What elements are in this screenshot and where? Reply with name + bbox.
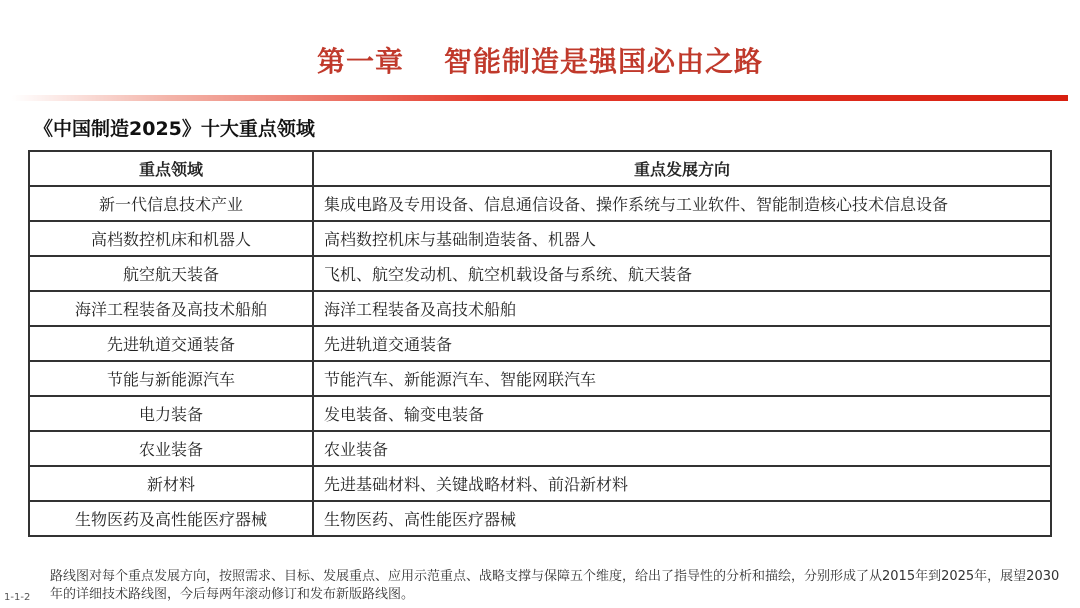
area-cell: 农业装备 <box>29 431 313 466</box>
table-row <box>29 501 1051 536</box>
direction-cell: 海洋工程装备及高技术船舶 <box>313 291 1051 326</box>
direction-cell: 发电装备、输变电装备 <box>313 396 1051 431</box>
chapter-heading: 智能制造是强国必由之路 <box>444 45 764 78</box>
direction-cell: 飞机、航空发动机、航空机载设备与系统、航天装备 <box>313 256 1051 291</box>
table-row <box>29 466 1051 501</box>
footnote: 路线图对每个重点发展方向，按照需求、目标、发展重点、应用示范重点、战略支撑与保障五个维度，给出了指导性的分析和描绘，分别形成了从2015年到2025年，展望2030年的详细技术路线图，今后每两年滚动修订和发布新版路线图。 <box>50 569 1060 602</box>
direction-cell: 先进基础材料、关键战略材料、前沿新材料 <box>313 466 1051 501</box>
chapter-label: 第一章 <box>316 45 404 78</box>
title-divider <box>12 95 1068 101</box>
area-cell: 节能与新能源汽车 <box>29 361 313 396</box>
table-row <box>29 361 1051 396</box>
table-row <box>29 291 1051 326</box>
table-row <box>29 326 1051 361</box>
direction-cell: 生物医药、高性能医疗器械 <box>313 501 1051 536</box>
direction-cell: 节能汽车、新能源汽车、智能网联汽车 <box>313 361 1051 396</box>
area-cell: 生物医药及高性能医疗器械 <box>29 501 313 536</box>
area-cell: 电力装备 <box>29 396 313 431</box>
table-header-row <box>29 151 1051 186</box>
header-area: 重点领域 <box>29 151 313 186</box>
area-cell: 海洋工程装备及高技术船舶 <box>29 291 313 326</box>
direction-cell: 农业装备 <box>313 431 1051 466</box>
header-direction: 重点发展方向 <box>313 151 1051 186</box>
area-cell: 航空航天装备 <box>29 256 313 291</box>
area-cell: 新材料 <box>29 466 313 501</box>
section-subtitle: 《中国制造2025》十大重点领域 <box>34 118 315 140</box>
table-row <box>29 396 1051 431</box>
table-row <box>29 431 1051 466</box>
area-cell: 先进轨道交通装备 <box>29 326 313 361</box>
table-row <box>29 186 1051 221</box>
page-title <box>0 40 1080 80</box>
table-row <box>29 221 1051 256</box>
key-areas-table <box>28 150 1052 537</box>
area-cell: 高档数控机床和机器人 <box>29 221 313 256</box>
page-number: 1-1-2 <box>4 592 31 603</box>
direction-cell: 高档数控机床与基础制造装备、机器人 <box>313 221 1051 256</box>
area-cell: 新一代信息技术产业 <box>29 186 313 221</box>
direction-cell: 先进轨道交通装备 <box>313 326 1051 361</box>
direction-cell: 集成电路及专用设备、信息通信设备、操作系统与工业软件、智能制造核心技术信息设备 <box>313 186 1051 221</box>
table-row <box>29 256 1051 291</box>
